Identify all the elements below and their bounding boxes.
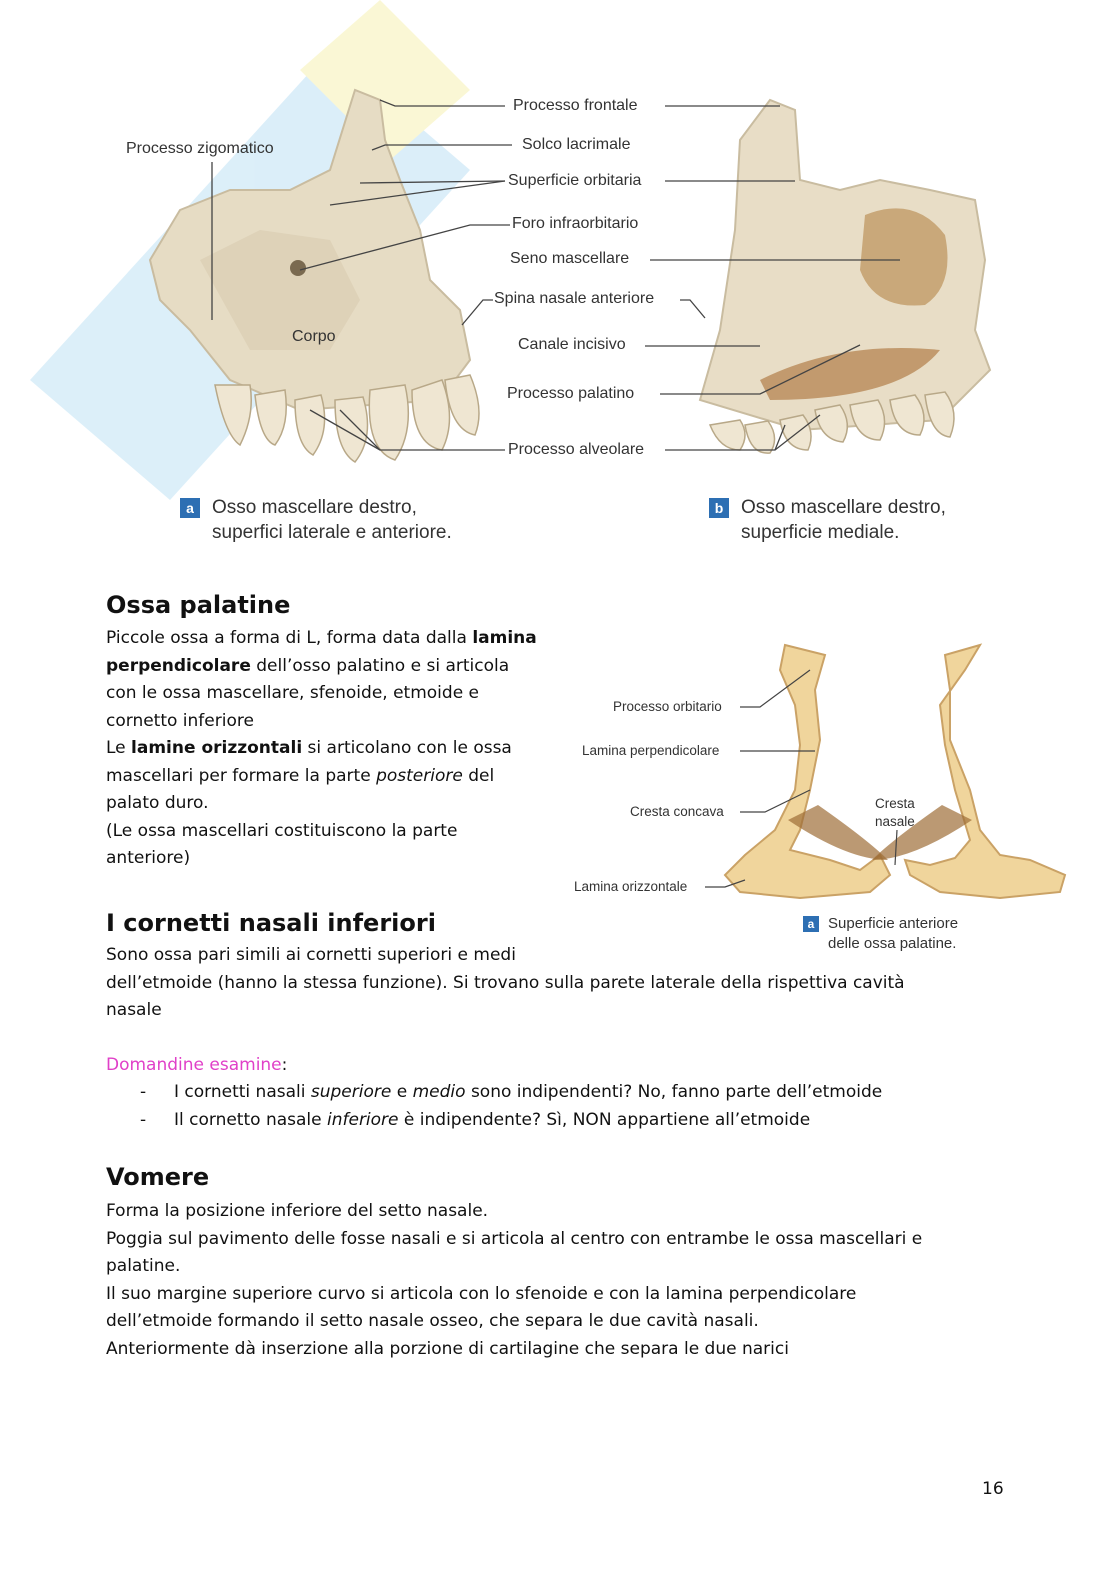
question-2: - Il cornetto nasale inferiore è indipendente? Sì, NON appartiene all’etmoide xyxy=(140,1110,811,1130)
maxilla-figure xyxy=(0,0,1116,560)
caption-a: Osso mascellare destro, superfici laterale e anteriore. xyxy=(212,497,452,543)
palatine-right-bone xyxy=(905,645,1065,898)
label-cresta-nasale-1: Cresta xyxy=(875,796,915,811)
heading-vomere: Vomere xyxy=(106,1163,210,1191)
label-processo-orbitario: Processo orbitario xyxy=(613,699,722,714)
heading-cornetti: I cornetti nasali inferiori xyxy=(106,909,436,937)
label-lamina-perpendicolare: Lamina perpendicolare xyxy=(582,743,720,758)
paragraph-palatine: Piccole ossa a forma di L, forma data dalla lamina perpendicolare dell’osso palatino e si articola con le ossa mascellare, sfenoide, etmoide e cornetto inferiore Le lamine orizzontali si articolano con le ossa mascellari per formare la parte posteriore del palato duro. (Le ossa mascellari costituiscono la parte anteriore) xyxy=(106,628,537,868)
label-solco-lacrimale: Solco lacrimale xyxy=(522,136,631,153)
label-seno-mascellare: Seno mascellare xyxy=(510,250,630,267)
paragraph-vomere: Forma la posizione inferiore del setto nasale. Poggia sul pavimento delle fosse nasali e si articola al centro con entrambe le ossa mascellari e palatine. Il suo margine superiore curvo si articola con lo sfenoide e con la lamina perpendicolare dell’etmoide formando il setto nasale osseo, che separa le due cavità nasali. Anteriormente dà inserzione alla porzione di cartilagine che separa le due narici xyxy=(106,1201,923,1359)
heading-ossa-palatine: Ossa palatine xyxy=(106,591,291,619)
label-canale-incisivo: Canale incisivo xyxy=(518,336,626,353)
caption-a-badge: a xyxy=(180,498,200,518)
caption-palatine-badge: a xyxy=(803,916,819,932)
label-lamina-orizzontale: Lamina orizzontale xyxy=(574,879,688,894)
page-number: 16 xyxy=(982,1479,1004,1499)
palatine-left-bone xyxy=(725,645,890,898)
label-processo-alveolare: Processo alveolare xyxy=(508,441,645,458)
label-processo-zigomatico: Processo zigomatico xyxy=(126,140,274,157)
questions-heading: Domandine esamine: xyxy=(106,1055,288,1075)
label-superficie-orbitaria: Superficie orbitaria xyxy=(508,172,642,189)
label-foro-infraorbitario: Foro infraorbitario xyxy=(512,215,639,232)
maxilla-illustration xyxy=(0,0,1116,560)
caption-b-badge: b xyxy=(709,498,729,518)
question-1: - I cornetti nasali superiore e medio sono indipendenti? No, fanno parte dell’etmoide xyxy=(140,1082,883,1102)
palatine-figure xyxy=(560,630,1100,960)
label-cresta-nasale-2: nasale xyxy=(875,814,915,829)
label-corpo: Corpo xyxy=(292,328,336,345)
caption-b: Osso mascellare destro, superficie mediale. xyxy=(741,497,946,543)
paragraph-cornetti: Sono ossa pari simili ai cornetti superiori e medi dell’etmoide (hanno la stessa funzione). Si trovano sulla parete laterale della rispettiva cavità nasale xyxy=(106,945,905,1020)
label-cresta-concava: Cresta concava xyxy=(630,804,724,819)
palatine-illustration xyxy=(560,630,1100,960)
label-processo-frontale: Processo frontale xyxy=(513,97,638,114)
caption-palatine: Superficie anteriore delle ossa palatine. xyxy=(828,915,959,952)
label-spina-nasale: Spina nasale anteriore xyxy=(494,290,655,307)
label-processo-palatino: Processo palatino xyxy=(507,385,635,402)
